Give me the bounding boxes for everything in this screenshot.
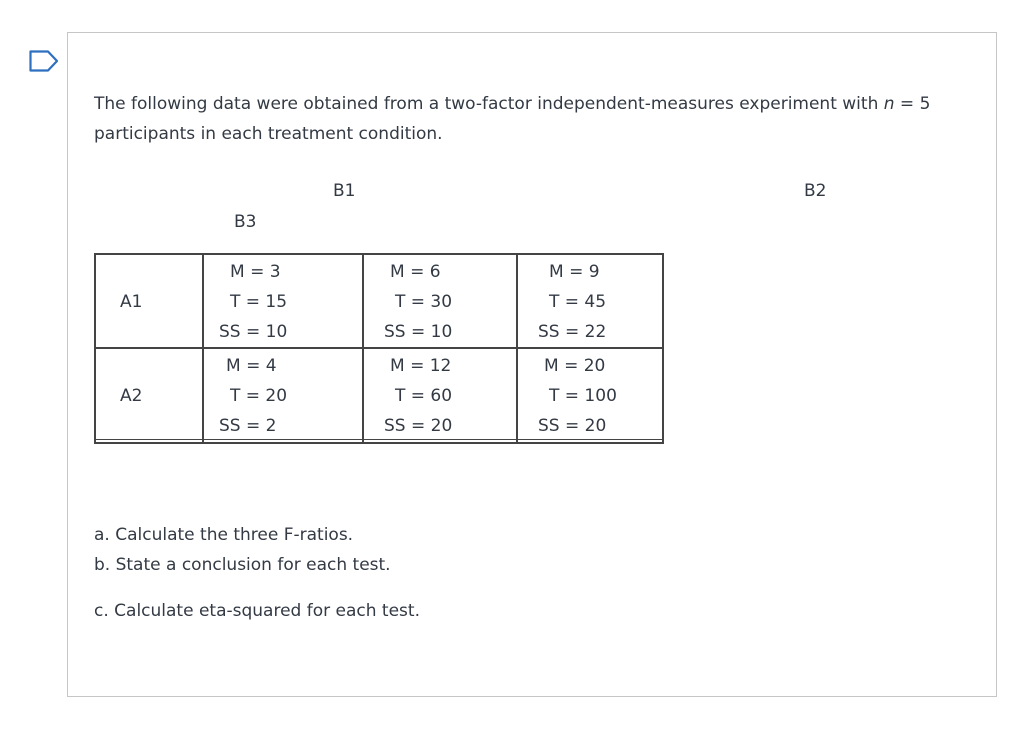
cell-a1-c1-mean: M = 3	[230, 262, 281, 282]
row-label-a1: A1	[120, 292, 143, 312]
flag-icon[interactable]	[29, 50, 59, 72]
column-divider	[362, 255, 364, 442]
cell-a1-c1-ss: SS = 10	[219, 322, 288, 342]
cell-a1-c3-ss: SS = 22	[538, 322, 607, 342]
column-header-b1: B1	[333, 181, 356, 201]
cell-a2-c3-mean: M = 20	[544, 356, 606, 376]
cell-a2-c2-ss: SS = 20	[384, 416, 453, 436]
cell-a1-c3-total: T = 45	[549, 292, 607, 312]
question-c: c. Calculate eta-squared for each test.	[94, 601, 420, 621]
column-header-b2: B2	[804, 181, 827, 201]
data-table	[94, 253, 664, 444]
column-divider	[516, 255, 518, 442]
cell-a2-c2-mean: M = 12	[390, 356, 452, 376]
cell-a2-c1-mean: M = 4	[226, 356, 277, 376]
cell-a2-c1-ss: SS = 2	[219, 416, 277, 436]
question-card	[67, 32, 997, 697]
cell-a2-c3-ss: SS = 20	[538, 416, 607, 436]
cell-a2-c3-total: T = 100	[549, 386, 617, 406]
cell-a1-c2-ss: SS = 10	[384, 322, 453, 342]
column-divider	[202, 255, 204, 442]
column-header-b3: B3	[234, 212, 257, 232]
question-intro: The following data were obtained from a two-factor independent-measures experiment with n = 5 participants in each treatment condition.	[94, 94, 931, 144]
question-a: a. Calculate the three F-ratios.	[94, 525, 354, 545]
cell-a1-c3-mean: M = 9	[549, 262, 600, 282]
cell-a1-c2-mean: M = 6	[390, 262, 441, 282]
cell-a1-c1-total: T = 15	[230, 292, 288, 312]
cell-a1-c2-total: T = 30	[395, 292, 453, 312]
cell-a2-c2-total: T = 60	[395, 386, 453, 406]
row-label-a2: A2	[120, 386, 143, 406]
row-divider	[96, 347, 662, 349]
cell-a2-c1-total: T = 20	[230, 386, 288, 406]
question-b: b. State a conclusion for each test.	[94, 555, 391, 575]
